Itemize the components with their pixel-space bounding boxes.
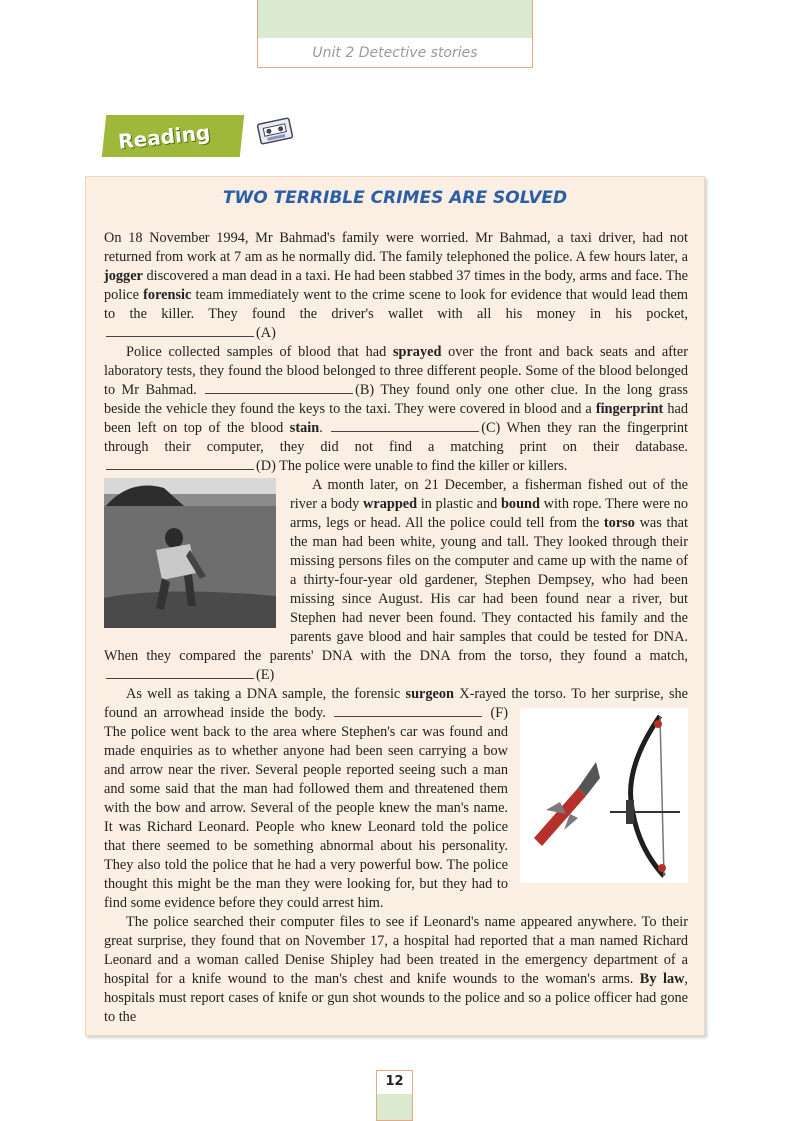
unit-title: Unit 2 Detective stories — [312, 45, 478, 61]
paragraph-1: On 18 November 1994, Mr Bahmad's family were worried. Mr Bahmad, a taxi driver, had not returned from work at 7 am as he normally did. The family telephoned the police. A few hours later, a jogger discovered a man dead in a taxi. He had been stabbed 37 times in the body, arms and face. The police forensic team immediately went to the crime scene to look for evidence that would lead them to the killer. They found the driver's wallet with all his money in his pocket, (A) — [104, 230, 689, 341]
article-body — [104, 229, 688, 1027]
keyword-bound: bound — [500, 496, 540, 512]
paragraph-2: Police collected samples of blood that had sprayed over the front and back seats and after laboratory tests, they found the blood belonged to three different people. Some of the blood belonged to Mr Bahmad. (B) They found only one other clue. In the long grass beside the vehicle they found the keys to the taxi. They were covered in blood and a fingerprint had been left on top of the blood stain. (C) When they ran the fingerprint through their computer, they did not find a matching print on their database. (D) The police were unable to find the killer or killers. — [104, 344, 689, 474]
keyword-wrapped: wrapped — [363, 496, 418, 512]
page-number-text: 12 — [385, 1074, 404, 1089]
gap-blank-c[interactable] — [331, 419, 479, 432]
paragraph-3: A month later, on 21 December, a fisherman fished out of the river a body wrapped in plastic and bound with rope. There were no arms, legs or head. All the police could tell from the torso was that the man had been white, young and tall. They looked through their missing persons files on the computer and came up with the name of a thirty-four-year old gardener, Stephen Dempsey, who had been missing since August. His car had been found near a river, but Stephen had never been found. They contacted his family and the parents gave blood and hair samples that could be tested for DNA. When they compared the parents' DNA with the DNA from the torso, they found a match, (E) — [104, 477, 688, 683]
keyword-fingerprint: fingerprint — [595, 401, 664, 417]
paragraph-5: The police searched their computer files to see if Leonard's name appeared anywhere. To their great surprise, they found that on November 17, a hospital had reported that a man named Richard Leonard and a woman called Denise Shipley had been treated in the emergency department of a hospital for a knife wound to the man's chest and knife wounds to the woman's arms. By law, hospitals must report cases of knife or gun shot wounds to the police and so a police officer had gone to the — [104, 914, 688, 1025]
article-panel — [85, 176, 705, 1036]
gap-blank-b[interactable] — [205, 381, 353, 394]
keyword-torso: torso — [603, 515, 635, 531]
compound-bow-icon — [610, 716, 680, 876]
keyword-stain: stain — [289, 420, 320, 436]
keyword-surgeon: surgeon — [405, 686, 454, 702]
gap-blank-a[interactable] — [106, 324, 254, 337]
keyword-jogger: jogger — [104, 268, 143, 284]
unit-header — [257, 0, 533, 68]
arrowhead-icon — [534, 762, 600, 846]
cassette-icon[interactable] — [256, 117, 294, 146]
paragraph-4: As well as taking a DNA sample, the forensic surgeon X-rayed the torso. To her surprise, she found an arrowhead inside the body. (F) The police went back to the area where Stephen's car was found and made enquiries as to whether anyone had been seen carrying a bow and arrow near the river. Several people reported seeing such a man and some said that the man had followed them and threatened them with the bow and arrow. Several of the people knew the man's name. It was Richard Leonard. People who knew Leonard told the police that there seemed to be something abnormal about his personality. They also told the police that he had a very powerful bow. The police thought this might be the man they were looking for, but they had to find some evidence before they could arrest him. — [104, 686, 689, 911]
keyword-forensic: forensic — [143, 287, 192, 303]
page-number-band — [377, 1094, 412, 1120]
river-photo — [104, 478, 276, 628]
page-number — [376, 1070, 413, 1121]
gap-blank-f[interactable] — [334, 704, 482, 717]
header-band — [258, 0, 532, 38]
bow-and-arrow-image — [520, 708, 688, 883]
article-title: TWO TERRIBLE CRIMES ARE SOLVED — [222, 188, 568, 208]
keyword-sprayed: sprayed — [392, 344, 442, 360]
keyword-by-law: By law — [639, 971, 685, 987]
gap-blank-e[interactable] — [106, 666, 254, 679]
section-heading-reading: Reading — [117, 120, 212, 154]
gap-blank-d[interactable] — [106, 457, 254, 470]
